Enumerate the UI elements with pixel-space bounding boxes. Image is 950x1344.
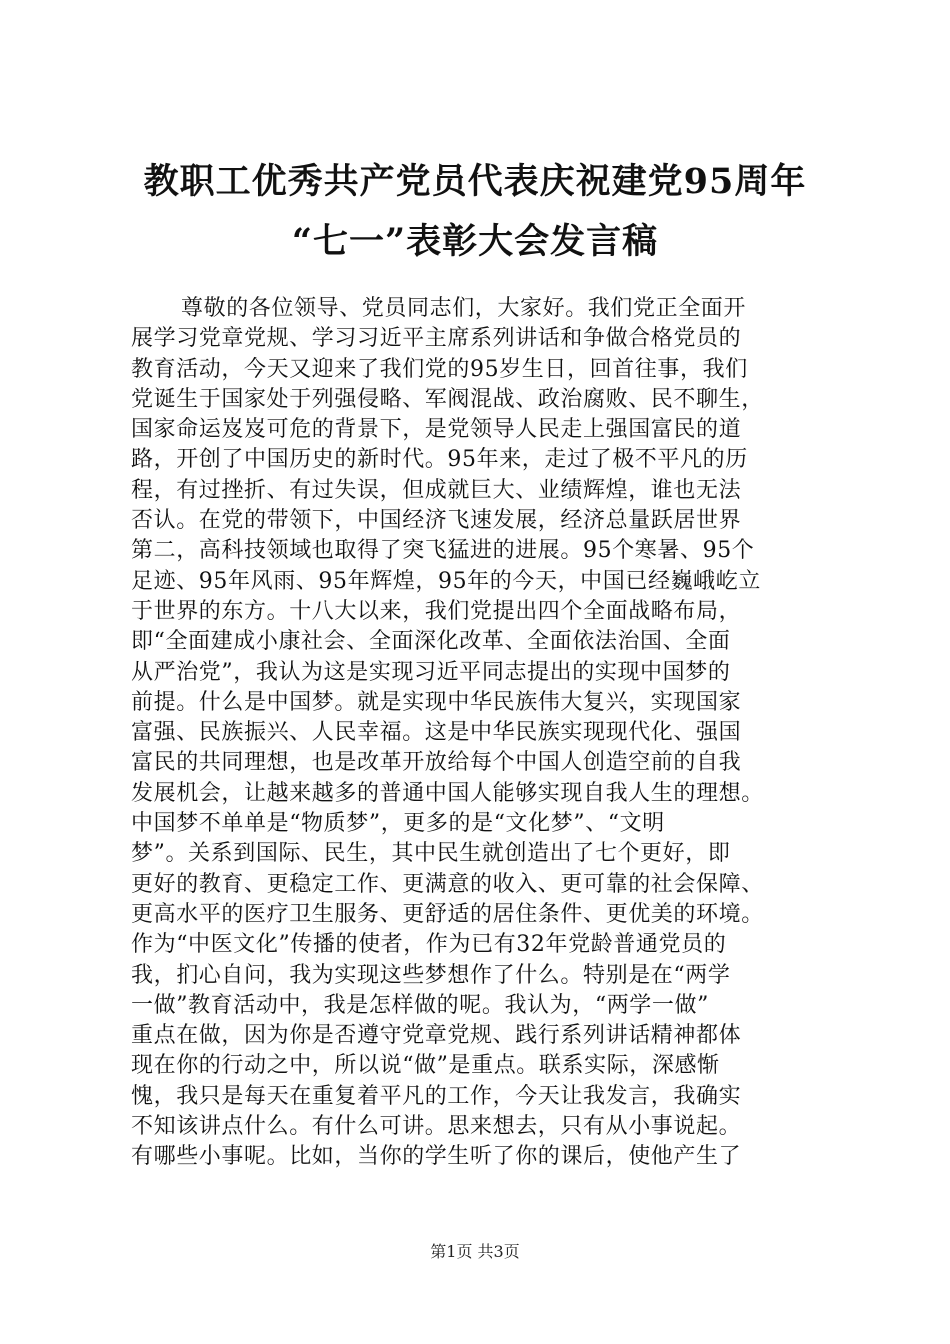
body-line: 教育活动，今天又迎来了我们党的95岁生日，回首往事，我们 bbox=[131, 356, 748, 382]
body-line: 中国梦不单单是“物质梦”，更多的是“文化梦”、“文明 bbox=[131, 811, 665, 837]
document-title-line-2: “七一”表彰大会发言稿 bbox=[291, 221, 659, 262]
body-line: 否认。在党的带领下，中国经济飞速发展，经济总量跃居世界 bbox=[131, 508, 742, 534]
body-line: 于世界的东方。十八大以来，我们党提出四个全面战略布局， bbox=[131, 598, 742, 624]
page-footer: 第1页 共3页 bbox=[430, 1242, 520, 1261]
document-title-line-1: 教职工优秀共产党员代表庆祝建党95周年 bbox=[143, 161, 807, 202]
body-line: 第二，高科技领域也取得了突飞猛进的进展。95个寒暑、95个 bbox=[131, 538, 755, 564]
body-line: 现在你的行动之中，所以说“做”是重点。联系实际，深感惭 bbox=[131, 1053, 720, 1079]
body-line: 重点在做，因为你是否遵守党章党规、践行系列讲话精神都体 bbox=[131, 1023, 742, 1049]
body-line: 一做”教育活动中，我是怎样做的呢。我认为，“两学一做” bbox=[131, 992, 709, 1018]
body-line: 更高水平的医疗卫生服务、更舒适的居住条件、更优美的环境。 bbox=[131, 901, 764, 927]
body-line: 即“全面建成小康社会、全面深化改革、全面依法治国、全面 bbox=[131, 629, 731, 655]
body-line: 作为“中医文化”传播的使者，作为已有32年党龄普通党员的 bbox=[131, 932, 727, 958]
body-line: 不知该讲点什么。有什么可讲。思来想去，只有从小事说起。 bbox=[131, 1114, 742, 1140]
body-line: 富强、民族振兴、人民幸福。这是中华民族实现现代化、强国 bbox=[131, 720, 742, 746]
speech-body bbox=[131, 294, 831, 1173]
body-line: 足迹、95年风雨、95年辉煌，95年的今天，中国已经巍峨屹立 bbox=[131, 568, 761, 594]
body-line: 前提。什么是中国梦。就是实现中华民族伟大复兴，实现国家 bbox=[131, 689, 742, 715]
body-line: 尊敬的各位领导、党员同志们，大家好。我们党正全面开 bbox=[181, 296, 747, 321]
body-line: 路，开创了中国历史的新时代。95年来，走过了极不平凡的历 bbox=[131, 447, 748, 473]
body-line: 党诞生于国家处于列强侵略、军阀混战、政治腐败、民不聊生， bbox=[131, 386, 764, 412]
body-line: 程，有过挫折、有过失误，但成就巨大、业绩辉煌，谁也无法 bbox=[131, 477, 742, 503]
body-line: 从严治党”，我认为这是实现习近平同志提出的实现中国梦的 bbox=[131, 659, 731, 685]
body-line: 展学习党章党规、学习习近平主席系列讲话和争做合格党员的 bbox=[131, 326, 742, 352]
body-line: 国家命运岌岌可危的背景下，是党领导人民走上强国富民的道 bbox=[131, 417, 742, 443]
body-line: 愧，我只是每天在重复着平凡的工作，今天让我发言，我确实 bbox=[131, 1083, 742, 1109]
body-line: 发展机会，让越来越多的普通中国人能够实现自我人生的理想。 bbox=[131, 780, 764, 806]
body-line: 有哪些小事呢。比如，当你的学生听了你的课后，使他产生了 bbox=[131, 1144, 742, 1170]
body-line: 我，扪心自问，我为实现这些梦想作了什么。特别是在“两学 bbox=[131, 962, 731, 988]
body-line: 梦”。关系到国际、民生，其中民生就创造出了七个更好，即 bbox=[131, 841, 731, 867]
body-line: 富民的共同理想，也是改革开放给每个中国人创造空前的自我 bbox=[131, 750, 742, 776]
body-line: 更好的教育、更稳定工作、更满意的收入、更可靠的社会保障、 bbox=[131, 871, 764, 897]
